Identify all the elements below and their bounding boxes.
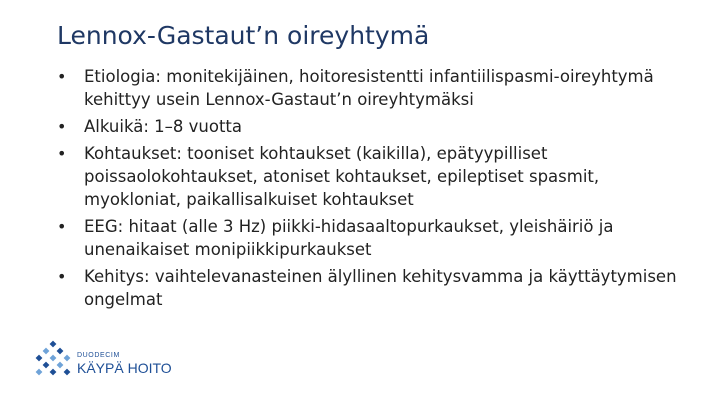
logo-diamond-shape bbox=[50, 369, 57, 376]
bullet-list bbox=[57, 65, 677, 315]
bullet-icon: • bbox=[57, 144, 67, 163]
kaypa-hoito-logo bbox=[32, 340, 182, 382]
bullet-item-etiology bbox=[57, 65, 677, 111]
logo-diamond-shape bbox=[64, 369, 71, 376]
bullet-text: Kehitys: vaihtelevanasteinen älyllinen kehitysvamma ja käyttäytymisen ongelmat bbox=[84, 267, 677, 309]
logo-diamond-shape bbox=[50, 355, 57, 362]
bullet-item-onset-age bbox=[57, 115, 677, 138]
logo-diamond-shape bbox=[64, 355, 71, 362]
logo-diamond-shape bbox=[43, 362, 50, 369]
bullet-item-development bbox=[57, 265, 677, 311]
bullet-icon: • bbox=[57, 267, 67, 286]
bullet-item-seizures bbox=[57, 142, 677, 211]
logo-diamond-shape bbox=[36, 355, 43, 362]
logo-brand-text: DUODECIM bbox=[77, 352, 120, 359]
diamond-pattern-logo-icon bbox=[32, 340, 74, 382]
logo-diamond-shape bbox=[57, 362, 64, 369]
logo-diamond-shape bbox=[50, 341, 57, 348]
bullet-text: Etiologia: monitekijäinen, hoitoresistentti infantiilispasmi-oireyhtymä kehittyy usein Lennox-Gastaut’n oireyhtymäksi bbox=[84, 67, 654, 109]
bullet-text: Kohtaukset: tooniset kohtaukset (kaikilla), epätyypilliset poissaolokohtaukset, atoniset kohtaukset, epileptiset spasmit, myokloniat, paikallisalkuiset kohtaukset bbox=[84, 144, 600, 209]
bullet-item-eeg bbox=[57, 215, 677, 261]
bullet-icon: • bbox=[57, 217, 67, 236]
bullet-icon: • bbox=[57, 117, 67, 136]
logo-diamond-shape bbox=[43, 348, 50, 355]
bullet-text: EEG: hitaat (alle 3 Hz) piikki-hidasaaltopurkaukset, yleishäiriö ja unenaikaiset monipiikkipurkaukset bbox=[84, 217, 614, 259]
logo-name-text: KÄYPÄ HOITO bbox=[77, 360, 172, 376]
logo-diamond-shape bbox=[36, 369, 43, 376]
logo-diamond-shape bbox=[57, 348, 64, 355]
bullet-text: Alkuikä: 1–8 vuotta bbox=[84, 117, 242, 136]
slide-title: Lennox-Gastaut’n oireyhtymä bbox=[57, 21, 430, 50]
bullet-icon: • bbox=[57, 67, 67, 86]
